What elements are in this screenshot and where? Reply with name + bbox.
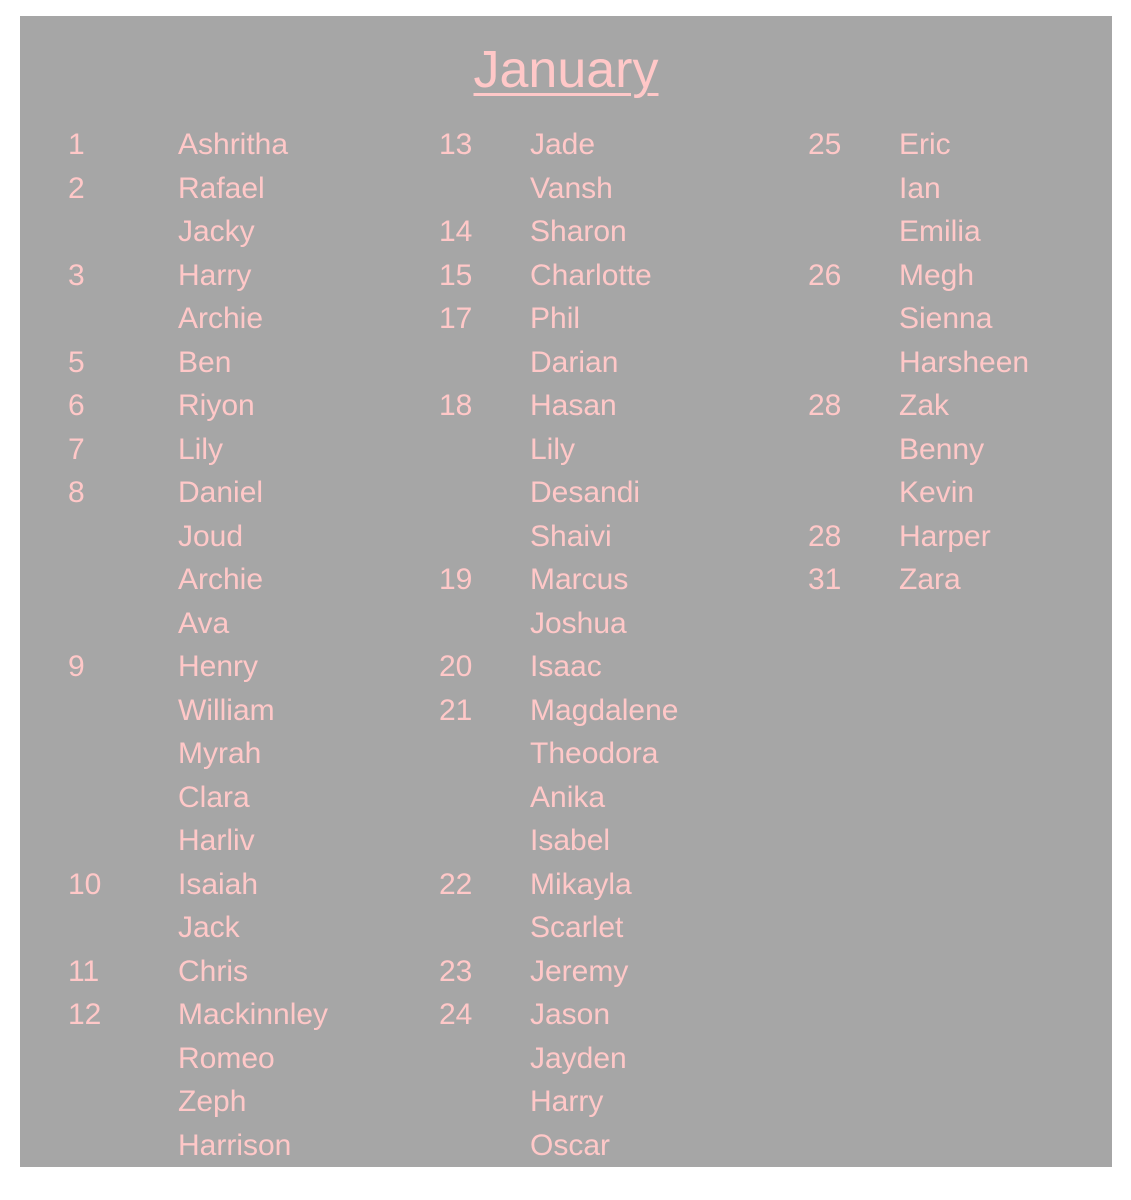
day-number: 26 — [808, 258, 842, 292]
person-name: Joud — [178, 519, 244, 553]
person-name: Isabel — [530, 824, 611, 857]
person-name: Jason — [530, 998, 611, 1031]
person-name: Charlotte — [530, 258, 652, 292]
person-name: Anika — [530, 780, 606, 814]
day-number: 9 — [68, 650, 85, 683]
person-name: Isaiah — [178, 867, 259, 901]
person-name: Jeremy — [530, 954, 629, 988]
person-name: Mikayla — [530, 867, 632, 901]
person-name: Harper — [899, 519, 991, 553]
person-name: Benny — [899, 432, 985, 466]
day-number: 12 — [68, 998, 102, 1031]
person-name: Lily — [530, 432, 576, 466]
day-number: 22 — [439, 867, 473, 901]
day-number: 10 — [68, 867, 102, 901]
person-name: Eric — [899, 128, 951, 161]
person-name: Joshua — [530, 606, 627, 640]
person-name: Ashritha — [178, 128, 289, 161]
person-name: Phil — [530, 302, 581, 335]
person-name: Jade — [530, 128, 596, 161]
person-name: Mackinnley — [178, 998, 329, 1031]
person-name: Megh — [899, 258, 975, 292]
person-name: Sienna — [899, 302, 993, 335]
person-name: Hasan — [530, 389, 617, 422]
day-number: 19 — [439, 563, 473, 596]
day-number: 20 — [439, 650, 473, 683]
person-name: Archie — [178, 563, 264, 596]
person-name: Darian — [530, 345, 619, 379]
person-name: Rafael — [178, 171, 265, 205]
person-name: Lily — [178, 432, 224, 466]
person-name: Jacky — [178, 215, 255, 248]
person-name: Zeph — [178, 1085, 247, 1118]
person-name: Harry — [530, 1085, 604, 1118]
person-name: Archie — [178, 302, 264, 335]
person-name: Harliv — [178, 824, 255, 857]
day-number: 3 — [68, 258, 85, 292]
person-name: Daniel — [178, 476, 264, 509]
person-name: Harrison — [178, 1128, 292, 1162]
person-name: Romeo — [178, 1041, 275, 1075]
day-number: 24 — [439, 998, 473, 1031]
person-name: Harsheen — [899, 345, 1030, 379]
person-name: Jayden — [530, 1041, 627, 1075]
person-name: Ian — [899, 171, 941, 205]
person-name: Oscar — [530, 1128, 611, 1162]
day-number: 31 — [808, 563, 842, 596]
person-name: Scarlet — [530, 911, 624, 944]
birthday-calendar-panel — [20, 16, 1112, 1167]
day-number: 28 — [808, 519, 842, 553]
person-name: William — [178, 693, 275, 727]
day-number: 5 — [68, 345, 85, 379]
day-number: 7 — [68, 432, 85, 466]
person-name: Shaivi — [530, 519, 612, 553]
day-number: 11 — [68, 954, 100, 988]
person-name: Zak — [899, 389, 950, 422]
person-name: Theodora — [530, 737, 659, 770]
person-name: Chris — [178, 954, 249, 988]
day-number: 28 — [808, 389, 842, 422]
person-name: Jack — [178, 911, 240, 944]
person-name: Ava — [178, 606, 230, 640]
person-name: Ben — [178, 345, 232, 379]
person-name: Kevin — [899, 476, 975, 509]
person-name: Desandi — [530, 476, 641, 509]
person-name: Riyon — [178, 389, 255, 422]
day-number: 8 — [68, 476, 85, 509]
day-number: 17 — [439, 302, 473, 335]
person-name: Clara — [178, 780, 250, 814]
day-number: 18 — [439, 389, 473, 422]
day-number: 1 — [68, 128, 85, 161]
person-name: Marcus — [530, 563, 629, 596]
day-number: 6 — [68, 389, 85, 422]
person-name: Myrah — [178, 737, 262, 770]
day-number: 13 — [439, 128, 473, 161]
month-title: January — [473, 41, 659, 99]
person-name: Henry — [178, 650, 259, 683]
person-name: Magdalene — [530, 693, 679, 727]
person-name: Isaac — [530, 650, 602, 683]
day-number: 15 — [439, 258, 473, 292]
person-name: Sharon — [530, 215, 627, 248]
person-name: Zara — [899, 563, 961, 596]
day-number: 25 — [808, 128, 842, 161]
day-number: 2 — [68, 171, 85, 205]
day-number: 23 — [439, 954, 473, 988]
person-name: Vansh — [530, 171, 613, 205]
person-name: Emilia — [899, 215, 981, 248]
day-number: 14 — [439, 215, 473, 248]
day-number: 21 — [439, 693, 473, 727]
person-name: Harry — [178, 258, 252, 292]
